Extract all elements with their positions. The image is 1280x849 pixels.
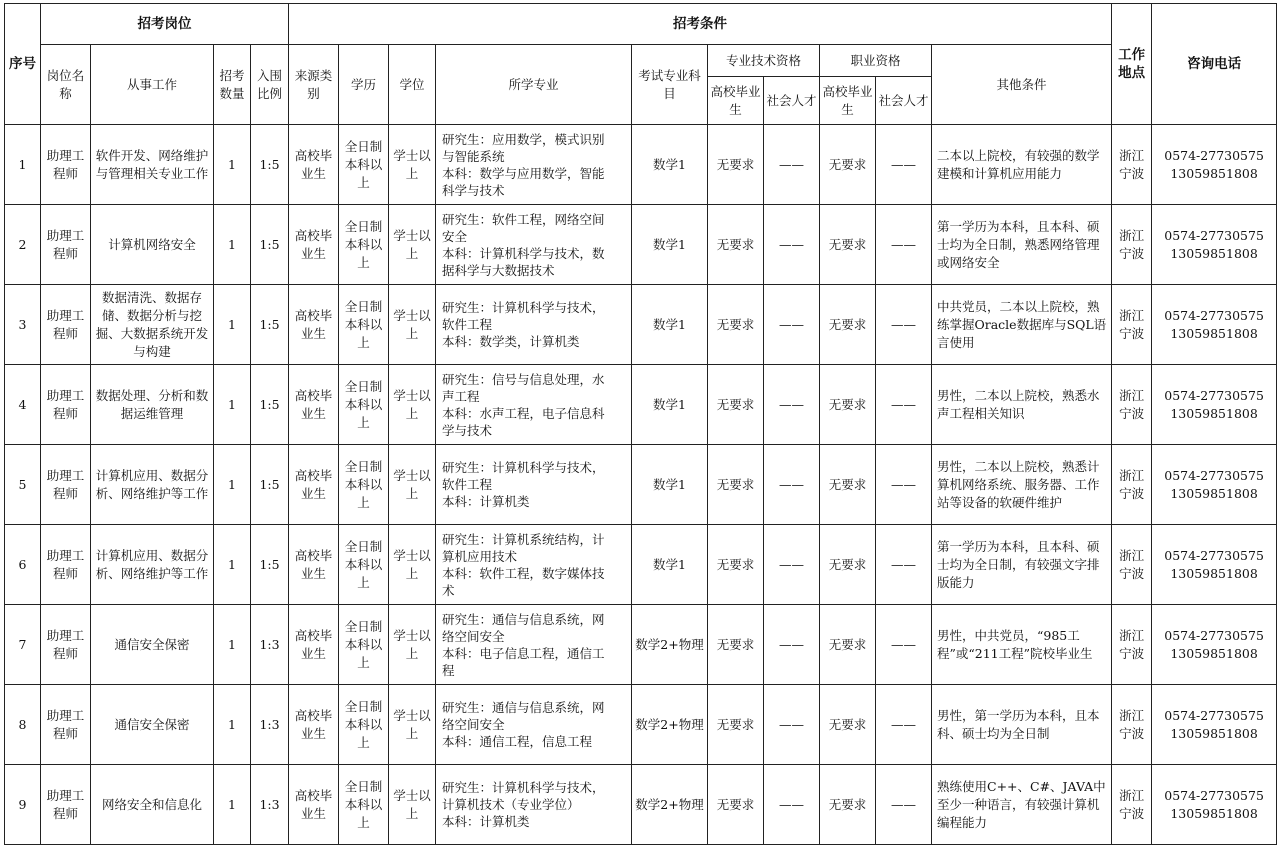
cell-place: 浙江宁波	[1112, 605, 1152, 685]
cell-ratio: 1:5	[251, 125, 289, 205]
major-line: 研究生：通信与信息系统，网	[442, 700, 605, 715]
cell-seq: 3	[5, 285, 41, 365]
major-line: 研究生：计算机系统结构，计	[442, 531, 605, 547]
cell-edu: 全日制本科以上	[339, 765, 389, 845]
header-post-name: 岗位名称	[41, 45, 91, 125]
phone-mobile: 13059851808	[1170, 165, 1258, 181]
major-line: 研究生：应用数学，模式识别	[442, 131, 605, 147]
phone-mobile: 13059851808	[1170, 645, 1258, 661]
cell-degree: 学士以上	[389, 445, 436, 525]
cell-place: 浙江宁波	[1112, 765, 1152, 845]
major-line: 络空间安全	[442, 628, 505, 644]
table-row	[5, 205, 1277, 285]
header-exam: 考试专业科目	[632, 45, 708, 125]
cell-source: 高校毕业生	[289, 285, 339, 365]
cell-other: 二本以上院校，有较强的数学建模和计算机应用能力	[932, 125, 1112, 205]
cell-edu: 全日制本科以上	[339, 365, 389, 445]
phone-mobile: 13059851808	[1170, 805, 1258, 821]
phone-landline: 0574-27730575	[1164, 387, 1264, 403]
cell-tech-grad: 无要求	[708, 445, 764, 525]
cell-count: 1	[214, 605, 251, 685]
cell-tech-social: ——	[764, 365, 820, 445]
cell-major	[436, 685, 632, 765]
cell-count: 1	[214, 285, 251, 365]
cell-phone	[1152, 685, 1277, 765]
header-tech-grad: 高校毕业生	[708, 77, 764, 125]
cell-job-grad: 无要求	[820, 605, 876, 685]
cell-phone	[1152, 605, 1277, 685]
cell-count: 1	[214, 765, 251, 845]
cell-work: 通信安全保密	[91, 685, 214, 765]
major-line: 本科：计算机类	[442, 494, 530, 509]
cell-count: 1	[214, 205, 251, 285]
cell-count: 1	[214, 125, 251, 205]
header-degree: 学位	[389, 45, 436, 125]
header-work: 从事工作	[91, 45, 214, 125]
cell-tech-grad: 无要求	[708, 605, 764, 685]
cell-major	[436, 365, 632, 445]
cell-seq: 8	[5, 685, 41, 765]
cell-edu: 全日制本科以上	[339, 205, 389, 285]
header-edu: 学历	[339, 45, 389, 125]
cell-seq: 4	[5, 365, 41, 445]
table-row	[5, 685, 1277, 765]
phone-landline: 0574-27730575	[1164, 307, 1264, 323]
cell-ratio: 1:5	[251, 285, 289, 365]
header-post-group: 招考岗位	[41, 4, 289, 45]
recruitment-table	[4, 3, 1277, 845]
cell-edu: 全日制本科以上	[339, 285, 389, 365]
header-work-place: 工作地点	[1112, 4, 1152, 125]
cell-tech-social: ——	[764, 765, 820, 845]
cell-source: 高校毕业生	[289, 605, 339, 685]
major-line: 研究生：通信与信息系统，网	[442, 611, 605, 627]
cell-ratio: 1:3	[251, 685, 289, 765]
cell-job-social: ——	[876, 285, 932, 365]
cell-other: 男性，二本以上院校，熟悉水声工程相关知识	[932, 365, 1112, 445]
cell-job-social: ——	[876, 685, 932, 765]
cell-tech-grad: 无要求	[708, 205, 764, 285]
major-line: 据科学与大数据技术	[442, 262, 555, 278]
cell-seq: 2	[5, 205, 41, 285]
cell-source: 高校毕业生	[289, 765, 339, 845]
major-line: 络空间安全	[442, 717, 505, 732]
cell-major	[436, 205, 632, 285]
cell-major	[436, 445, 632, 525]
cell-seq: 9	[5, 765, 41, 845]
phone-landline: 0574-27730575	[1164, 707, 1264, 723]
cell-degree: 学士以上	[389, 365, 436, 445]
header-cond-group: 招考条件	[289, 4, 1112, 45]
phone-mobile: 13059851808	[1170, 565, 1258, 581]
table-row	[5, 525, 1277, 605]
cell-post: 助理工程师	[41, 605, 91, 685]
cell-exam: 数学1	[632, 125, 708, 205]
table-row	[5, 365, 1277, 445]
cell-work: 网络安全和信息化	[91, 765, 214, 845]
major-line: 本科：计算机科学与技术，数	[442, 245, 605, 261]
major-line: 算机应用技术	[442, 548, 518, 564]
cell-post: 助理工程师	[41, 445, 91, 525]
cell-job-social: ——	[876, 365, 932, 445]
cell-seq: 5	[5, 445, 41, 525]
major-line: 软件工程	[442, 317, 493, 332]
cell-seq: 6	[5, 525, 41, 605]
major-line: 软件工程	[442, 477, 493, 492]
cell-edu: 全日制本科以上	[339, 525, 389, 605]
cell-tech-social: ——	[764, 445, 820, 525]
cell-edu: 全日制本科以上	[339, 445, 389, 525]
cell-degree: 学士以上	[389, 205, 436, 285]
cell-other: 男性，第一学历为本科，且本科、硕士均为全日制	[932, 685, 1112, 765]
cell-post: 助理工程师	[41, 765, 91, 845]
cell-job-social: ——	[876, 445, 932, 525]
cell-edu: 全日制本科以上	[339, 685, 389, 765]
cell-exam: 数学2+物理	[632, 765, 708, 845]
cell-phone	[1152, 365, 1277, 445]
cell-tech-grad: 无要求	[708, 125, 764, 205]
cell-degree: 学士以上	[389, 285, 436, 365]
cell-post: 助理工程师	[41, 125, 91, 205]
major-line: 本科：电子信息工程，通信工	[442, 645, 605, 661]
phone-landline: 0574-27730575	[1164, 147, 1264, 163]
cell-other: 熟练使用C++、C#、JAVA中至少一种语言，有较强计算机编程能力	[932, 765, 1112, 845]
major-line: 研究生：计算机科学与技术，	[442, 780, 605, 795]
cell-tech-social: ——	[764, 685, 820, 765]
cell-exam: 数学1	[632, 205, 708, 285]
header-source: 来源类别	[289, 45, 339, 125]
cell-phone	[1152, 525, 1277, 605]
cell-tech-social: ——	[764, 605, 820, 685]
cell-job-grad: 无要求	[820, 125, 876, 205]
major-line: 科学与技术	[442, 182, 505, 198]
cell-major	[436, 605, 632, 685]
cell-ratio: 1:5	[251, 525, 289, 605]
cell-ratio: 1:3	[251, 765, 289, 845]
cell-work: 计算机应用、数据分析、网络维护等工作	[91, 525, 214, 605]
cell-exam: 数学1	[632, 285, 708, 365]
cell-tech-grad: 无要求	[708, 285, 764, 365]
cell-phone	[1152, 285, 1277, 365]
cell-degree: 学士以上	[389, 605, 436, 685]
header-job-qual: 职业资格	[820, 45, 932, 77]
cell-tech-social: ——	[764, 525, 820, 605]
major-line: 计算机技术（专业学位）	[442, 797, 580, 812]
cell-work: 数据清洗、数据存储、数据分析与挖掘、大数据系统开发与构建	[91, 285, 214, 365]
cell-other: 第一学历为本科，且本科、硕士均为全日制，有较强文字排版能力	[932, 525, 1112, 605]
cell-place: 浙江宁波	[1112, 205, 1152, 285]
phone-landline: 0574-27730575	[1164, 547, 1264, 563]
cell-exam: 数学2+物理	[632, 605, 708, 685]
cell-ratio: 1:5	[251, 445, 289, 525]
cell-job-grad: 无要求	[820, 445, 876, 525]
cell-place: 浙江宁波	[1112, 365, 1152, 445]
cell-place: 浙江宁波	[1112, 525, 1152, 605]
cell-major	[436, 525, 632, 605]
cell-other: 第一学历为本科，且本科、硕士均为全日制，熟悉网络管理或网络安全	[932, 205, 1112, 285]
header-ratio: 入围比例	[251, 45, 289, 125]
major-line: 术	[442, 582, 455, 598]
cell-tech-grad: 无要求	[708, 525, 764, 605]
major-line: 研究生：计算机科学与技术，	[442, 300, 605, 315]
cell-tech-social: ——	[764, 205, 820, 285]
cell-job-grad: 无要求	[820, 205, 876, 285]
header-tech-qual: 专业技术资格	[708, 45, 820, 77]
cell-job-social: ——	[876, 205, 932, 285]
cell-degree: 学士以上	[389, 765, 436, 845]
major-line: 本科：通信工程，信息工程	[442, 734, 593, 749]
cell-job-grad: 无要求	[820, 285, 876, 365]
cell-source: 高校毕业生	[289, 685, 339, 765]
cell-major	[436, 765, 632, 845]
cell-job-grad: 无要求	[820, 765, 876, 845]
cell-edu: 全日制本科以上	[339, 125, 389, 205]
cell-place: 浙江宁波	[1112, 125, 1152, 205]
table-row	[5, 285, 1277, 365]
cell-source: 高校毕业生	[289, 445, 339, 525]
cell-other: 男性，二本以上院校，熟悉计算机网络系统、服务器、工作站等设备的软硬件维护	[932, 445, 1112, 525]
cell-place: 浙江宁波	[1112, 685, 1152, 765]
phone-landline: 0574-27730575	[1164, 787, 1264, 803]
table-row	[5, 605, 1277, 685]
cell-tech-grad: 无要求	[708, 765, 764, 845]
cell-job-grad: 无要求	[820, 525, 876, 605]
table-row	[5, 125, 1277, 205]
cell-source: 高校毕业生	[289, 205, 339, 285]
cell-major	[436, 285, 632, 365]
header-tech-social: 社会人才	[764, 77, 820, 125]
cell-job-grad: 无要求	[820, 365, 876, 445]
cell-place: 浙江宁波	[1112, 445, 1152, 525]
cell-degree: 学士以上	[389, 685, 436, 765]
major-line: 声工程	[442, 388, 480, 404]
table-row	[5, 765, 1277, 845]
header-seq: 序号	[5, 4, 41, 125]
phone-mobile: 13059851808	[1170, 325, 1258, 341]
phone-mobile: 13059851808	[1170, 405, 1258, 421]
cell-phone	[1152, 445, 1277, 525]
cell-job-social: ——	[876, 525, 932, 605]
major-line: 本科：数学类，计算机类	[442, 334, 580, 349]
cell-other: 男性，中共党员，“985工程”或“211工程”院校毕业生	[932, 605, 1112, 685]
cell-seq: 7	[5, 605, 41, 685]
cell-other: 中共党员，二本以上院校，熟练掌握Oracle数据库与SQL语言使用	[932, 285, 1112, 365]
cell-work: 数据处理、分析和数据运维管理	[91, 365, 214, 445]
cell-work: 计算机网络安全	[91, 205, 214, 285]
cell-ratio: 1:3	[251, 605, 289, 685]
table-row	[5, 445, 1277, 525]
cell-tech-social: ——	[764, 125, 820, 205]
cell-post: 助理工程师	[41, 285, 91, 365]
major-line: 本科：计算机类	[442, 814, 530, 829]
cell-work: 软件开发、网络维护与管理相关专业工作	[91, 125, 214, 205]
cell-job-social: ——	[876, 605, 932, 685]
cell-ratio: 1:5	[251, 205, 289, 285]
major-line: 研究生：计算机科学与技术，	[442, 460, 605, 475]
major-line: 程	[442, 662, 455, 678]
cell-work: 计算机应用、数据分析、网络维护等工作	[91, 445, 214, 525]
cell-post: 助理工程师	[41, 365, 91, 445]
phone-landline: 0574-27730575	[1164, 627, 1264, 643]
header-job-grad: 高校毕业生	[820, 77, 876, 125]
phone-mobile: 13059851808	[1170, 485, 1258, 501]
major-line: 本科：数学与应用数学，智能	[442, 165, 605, 181]
cell-post: 助理工程师	[41, 205, 91, 285]
major-line: 与智能系统	[442, 148, 505, 164]
cell-tech-grad: 无要求	[708, 685, 764, 765]
cell-work: 通信安全保密	[91, 605, 214, 685]
major-line: 学与技术	[442, 422, 493, 438]
cell-post: 助理工程师	[41, 525, 91, 605]
cell-ratio: 1:5	[251, 365, 289, 445]
phone-mobile: 13059851808	[1170, 725, 1258, 741]
cell-count: 1	[214, 525, 251, 605]
table-header	[5, 4, 1277, 125]
cell-exam: 数学1	[632, 525, 708, 605]
header-job-social: 社会人才	[876, 77, 932, 125]
cell-place: 浙江宁波	[1112, 285, 1152, 365]
header-major: 所学专业	[436, 45, 632, 125]
cell-source: 高校毕业生	[289, 525, 339, 605]
cell-source: 高校毕业生	[289, 365, 339, 445]
header-other: 其他条件	[932, 45, 1112, 125]
cell-exam: 数学2+物理	[632, 685, 708, 765]
cell-count: 1	[214, 685, 251, 765]
cell-phone	[1152, 765, 1277, 845]
cell-job-grad: 无要求	[820, 685, 876, 765]
phone-mobile: 13059851808	[1170, 245, 1258, 261]
cell-degree: 学士以上	[389, 125, 436, 205]
cell-phone	[1152, 125, 1277, 205]
phone-landline: 0574-27730575	[1164, 227, 1264, 243]
cell-seq: 1	[5, 125, 41, 205]
cell-post: 助理工程师	[41, 685, 91, 765]
table-body	[5, 125, 1277, 845]
major-line: 研究生：信号与信息处理，水	[442, 371, 605, 387]
header-phone: 咨询电话	[1152, 4, 1277, 125]
cell-source: 高校毕业生	[289, 125, 339, 205]
header-count: 招考数量	[214, 45, 251, 125]
cell-tech-grad: 无要求	[708, 365, 764, 445]
cell-edu: 全日制本科以上	[339, 605, 389, 685]
major-line: 安全	[442, 228, 468, 244]
phone-landline: 0574-27730575	[1164, 467, 1264, 483]
cell-major	[436, 125, 632, 205]
cell-job-social: ——	[876, 765, 932, 845]
major-line: 研究生：软件工程，网络空间	[442, 211, 605, 227]
cell-count: 1	[214, 365, 251, 445]
cell-degree: 学士以上	[389, 525, 436, 605]
cell-tech-social: ——	[764, 285, 820, 365]
cell-job-social: ——	[876, 125, 932, 205]
cell-exam: 数学1	[632, 445, 708, 525]
major-line: 本科：软件工程，数字媒体技	[442, 565, 605, 581]
cell-phone	[1152, 205, 1277, 285]
major-line: 本科：水声工程，电子信息科	[442, 405, 605, 421]
cell-count: 1	[214, 445, 251, 525]
cell-exam: 数学1	[632, 365, 708, 445]
